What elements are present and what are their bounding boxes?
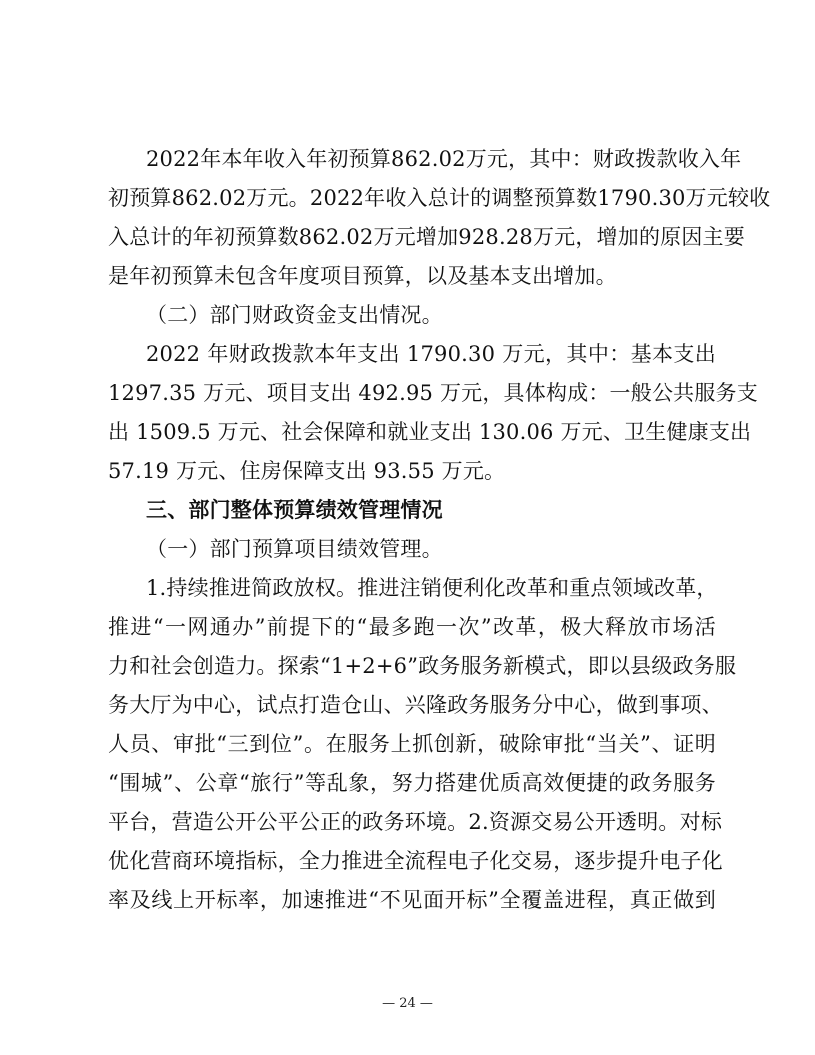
paragraph-line: 推进“一网通办”前提下的“最多跑一次”改革，极大释放市场活 xyxy=(108,615,716,639)
paragraph-line: “围城”、公章“旅行”等乱象，努力搭建优质高效便捷的政务服务 xyxy=(108,771,716,795)
paragraph-line: 57.19 万元、住房保障支出 93.55 万元。 xyxy=(108,459,506,483)
paragraph-line: 优化营商环境指标，全力推进全流程电子化交易，逐步提升电子化 xyxy=(108,849,723,873)
paragraph-line: 出 1509.5 万元、社会保障和就业支出 130.06 万元、卫生健康支出 xyxy=(108,420,752,444)
paragraph-line: 率及线上开标率，加速推进“不见面开标”全覆盖进程，真正做到 xyxy=(108,888,716,912)
paragraph-line: 平台，营造公开公平公正的政务环境。2.资源交易公开透明。对标 xyxy=(108,810,723,834)
paragraph-line: 人员、审批“三到位”。在服务上抓创新，破除审批“当关”、证明 xyxy=(108,732,716,756)
paragraph-line: 1297.35 万元、项目支出 492.95 万元，具体构成：一般公共服务支 xyxy=(108,381,758,405)
paragraph-line: 是年初预算未包含年度项目预算，以及基本支出增加。 xyxy=(108,264,617,288)
paragraph-line: 初预算862.02万元。2022年收入总计的调整预算数1790.30万元较收 xyxy=(108,186,771,210)
paragraph-line: 力和社会创造力。探索“1+2+6”政务服务新模式，即以县级政务服 xyxy=(108,654,737,678)
paragraph-line: 2022 年财政拨款本年支出 1790.30 万元，其中：基本支出 xyxy=(146,342,716,366)
page-number: — 24 — xyxy=(382,996,433,1011)
paragraph-line: 1.持续推进简政放权。推进注销便利化改革和重点领域改革， xyxy=(146,576,718,600)
paragraph-line: 2022年本年收入年初预算862.02万元，其中：财政拨款收入年 xyxy=(146,147,742,171)
section-subheading: （一）部门预算项目绩效管理。 xyxy=(146,537,443,561)
paragraph-line: 入总计的年初预算数862.02万元增加928.28万元，增加的原因主要 xyxy=(108,225,745,249)
section-subheading: （二）部门财政资金支出情况。 xyxy=(146,303,443,327)
paragraph-line: 务大厅为中心，试点打造仓山、兴隆政务服务分中心，做到事项、 xyxy=(108,693,723,717)
section-heading: 三、部门整体预算绩效管理情况 xyxy=(146,498,443,522)
